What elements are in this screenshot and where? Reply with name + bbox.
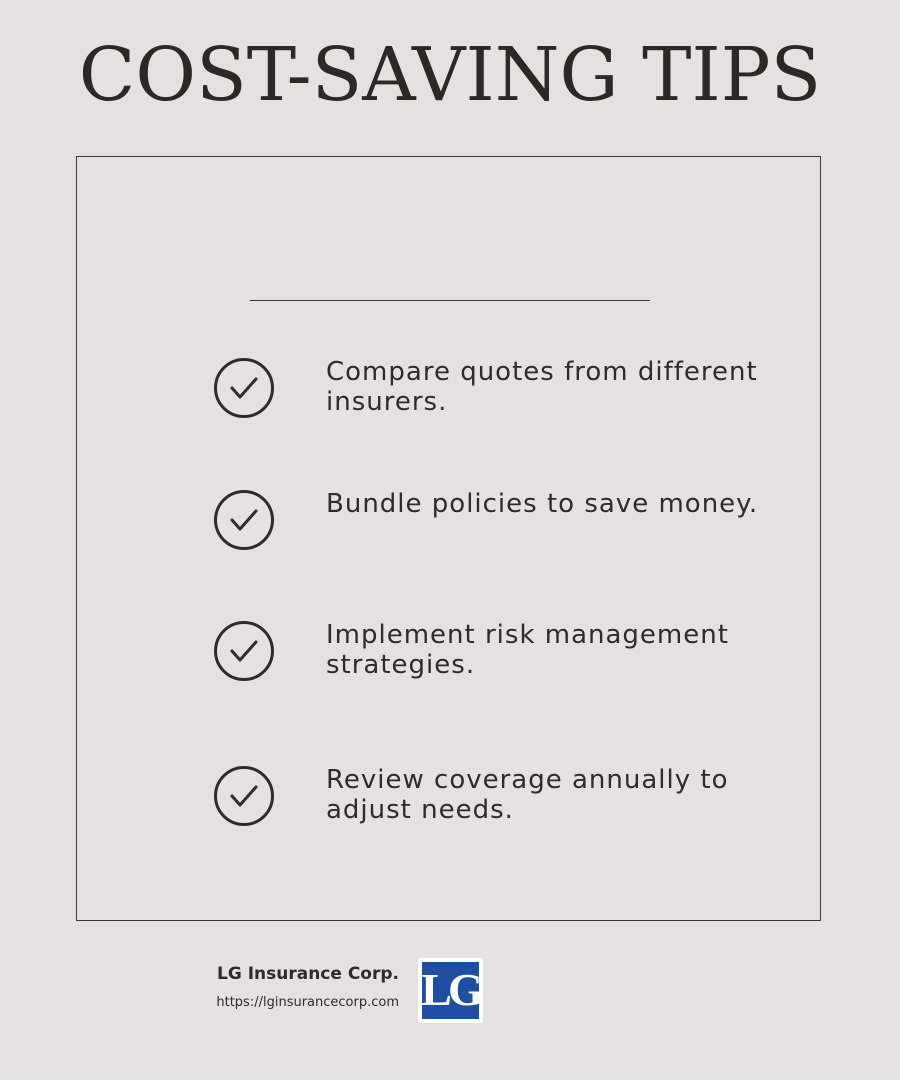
logo-lettermark bbox=[422, 962, 479, 1019]
tip-item bbox=[213, 620, 773, 684]
check-circle-icon bbox=[213, 489, 275, 551]
footer-company-name: LG Insurance Corp. bbox=[216, 964, 399, 984]
tip-item bbox=[213, 765, 773, 829]
tip-item bbox=[213, 489, 773, 553]
tips-card bbox=[76, 156, 821, 921]
check-circle-icon bbox=[213, 357, 275, 419]
card-divider bbox=[250, 300, 650, 301]
tip-text: Bundle policies to save money. bbox=[326, 489, 759, 519]
tip-item bbox=[213, 357, 773, 421]
page-title: COST-SAVING TIPS bbox=[78, 32, 822, 118]
company-logo bbox=[418, 958, 483, 1023]
tip-text: Implement risk management strategies. bbox=[326, 620, 729, 680]
footer-url[interactable]: https://lginsurancecorp.com bbox=[216, 995, 399, 1010]
tip-text: Compare quotes from different insurers. bbox=[326, 357, 758, 417]
svg-text:LG: LG bbox=[422, 964, 479, 1015]
logo-badge bbox=[422, 962, 479, 1019]
tip-text: Review coverage annually to adjust needs. bbox=[326, 765, 729, 825]
check-circle-icon bbox=[213, 620, 275, 682]
check-circle-icon bbox=[213, 765, 275, 827]
